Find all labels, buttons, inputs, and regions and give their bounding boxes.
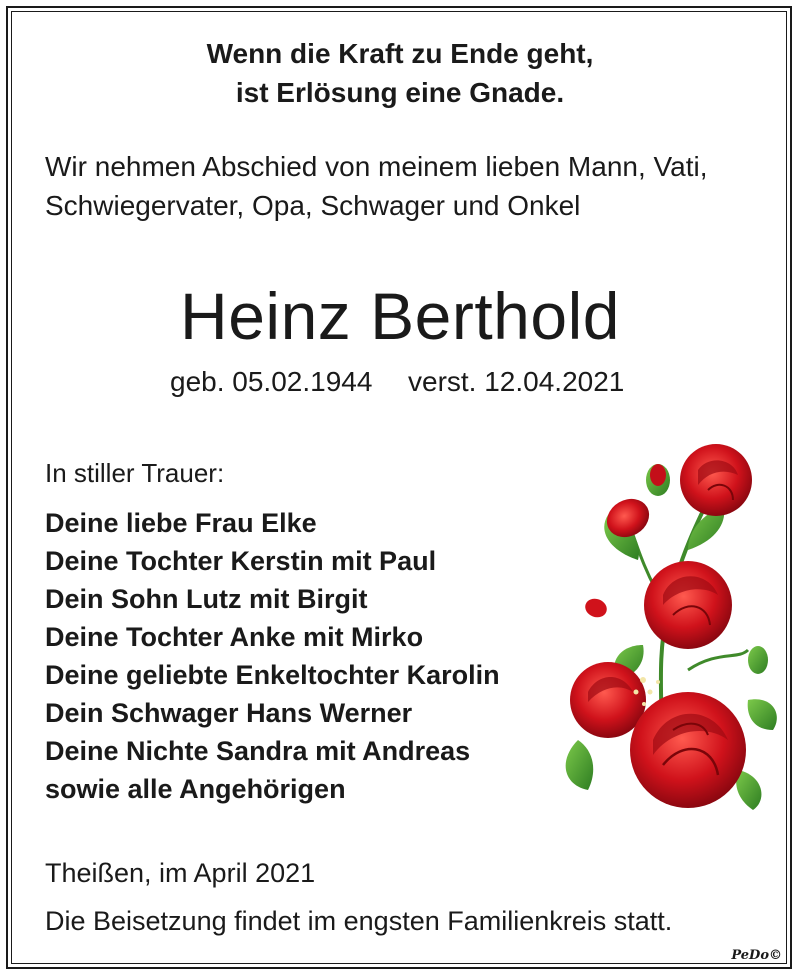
place-date: Theißen, im April 2021: [45, 858, 316, 888]
intro-line-1: Wir nehmen Abschied von meinem lieben Mann, Vati,: [45, 151, 708, 182]
mourner-item: Dein Sohn Lutz mit Birgit: [45, 584, 368, 614]
mourner-item: Deine Tochter Kerstin mit Paul: [45, 546, 437, 576]
signature: PeDo©: [731, 948, 782, 963]
mourner-item: Deine Tochter Anke mit Mirko: [45, 622, 424, 652]
motto-line-1: Wenn die Kraft zu Ende geht,: [206, 38, 594, 69]
funeral-note: Die Beisetzung findet im engsten Familienkreis statt.: [45, 906, 673, 936]
mourner-item: Deine liebe Frau Elke: [45, 508, 317, 538]
mourner-item: Deine Nichte Sandra mit Andreas: [45, 736, 471, 766]
deceased-name: Heinz Berthold: [180, 279, 620, 353]
mourners-heading: In stiller Trauer:: [45, 458, 225, 488]
mourner-item: sowie alle Angehörigen: [45, 774, 346, 804]
mourner-item: Dein Schwager Hans Werner: [45, 698, 413, 728]
roses-illustration-icon: [548, 430, 788, 840]
motto-line-2: ist Erlösung eine Gnade.: [235, 77, 565, 108]
birth-date: geb. 05.02.1944: [170, 366, 373, 397]
mourner-item: Deine geliebte Enkeltochter Karolin: [45, 660, 500, 690]
intro-line-2: Schwiegervater, Opa, Schwager und Onkel: [45, 190, 581, 221]
death-date: verst. 12.04.2021: [408, 366, 625, 397]
